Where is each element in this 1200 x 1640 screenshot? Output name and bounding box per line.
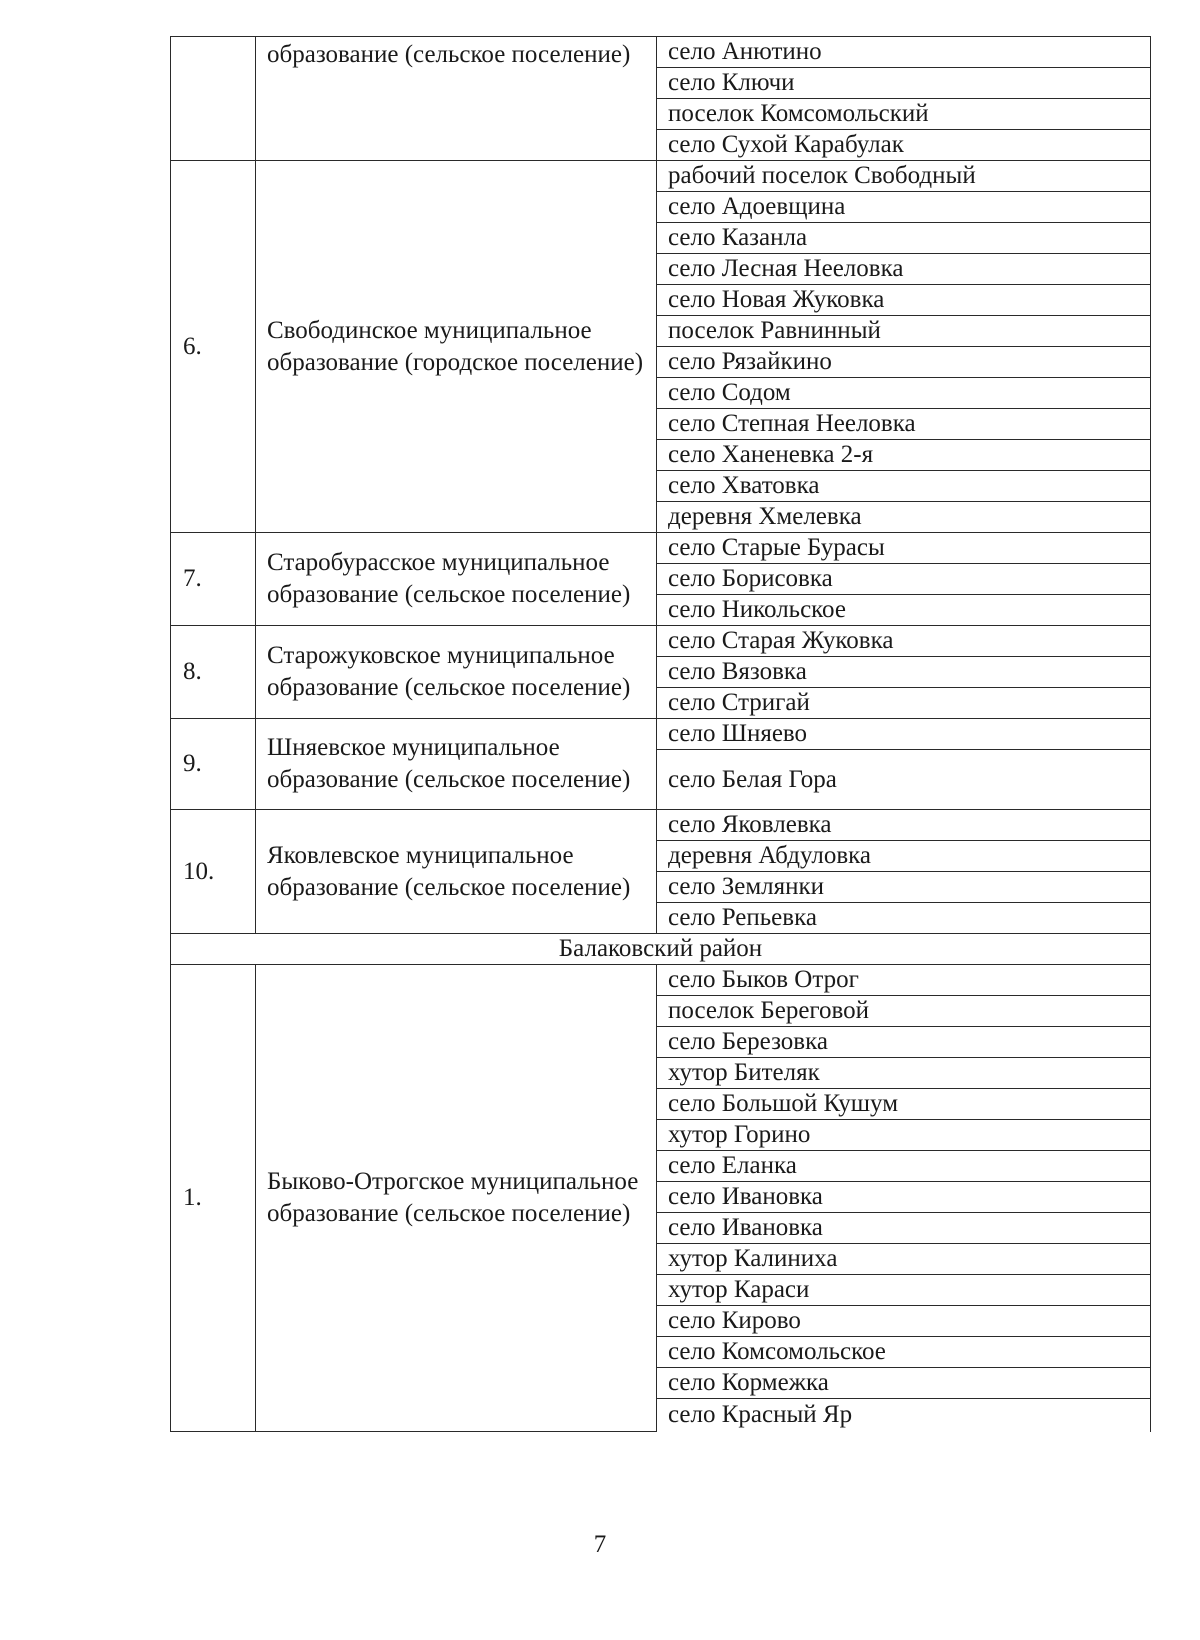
locality-cell: село Старая Жуковка <box>657 626 1151 657</box>
locality-cell: село Степная Нееловка <box>657 409 1151 440</box>
table-row <box>171 965 1151 996</box>
locality-cell: село Адоевщина <box>657 192 1151 223</box>
locality-cell: село Березовка <box>657 1027 1151 1058</box>
locality-cell: село Ханеневка 2-я <box>657 440 1151 471</box>
locality-cell: село Казанла <box>657 223 1151 254</box>
locality-cell: село Комсомольское <box>657 1337 1151 1368</box>
page-number: 7 <box>593 1531 607 1558</box>
locality-cell: село Кирово <box>657 1306 1151 1337</box>
row-number: 10. <box>171 810 256 934</box>
locality-cell: поселок Береговой <box>657 996 1151 1027</box>
table-row <box>171 37 1151 68</box>
row-number: 6. <box>171 161 256 533</box>
locality-cell: село Яковлевка <box>657 810 1151 841</box>
locality-cell: село Сухой Карабулак <box>657 130 1151 161</box>
locality-cell: село Хватовка <box>657 471 1151 502</box>
locality-cell: село Еланка <box>657 1151 1151 1182</box>
municipality-name: Шняевское муниципальное образование (сельское поселение) <box>256 719 657 810</box>
locality-cell: хутор Калиниха <box>657 1244 1151 1275</box>
locality-cell: село Ключи <box>657 68 1151 99</box>
municipality-name: Старобурасское муниципальное образование (сельское поселение) <box>256 533 657 626</box>
locality-cell: село Землянки <box>657 872 1151 903</box>
locality-cell: село Репьевка <box>657 903 1151 934</box>
locality-cell: село Старые Бурасы <box>657 533 1151 564</box>
locality-cell: село Борисовка <box>657 564 1151 595</box>
locality-cell: село Стригай <box>657 688 1151 719</box>
municipalities-table <box>170 36 1151 1432</box>
district-header: Балаковский район <box>171 934 1151 965</box>
locality-cell: село Быков Отрог <box>657 965 1151 996</box>
locality-cell: хутор Бителяк <box>657 1058 1151 1089</box>
locality-cell: рабочий поселок Свободный <box>657 161 1151 192</box>
row-number <box>171 37 256 161</box>
district-row <box>171 934 1151 965</box>
locality-cell: село Белая Гора <box>657 750 1151 810</box>
locality-cell: село Лесная Нееловка <box>657 254 1151 285</box>
municipality-name: Яковлевское муниципальное образование (сельское поселение) <box>256 810 657 934</box>
locality-cell: село Ивановка <box>657 1213 1151 1244</box>
row-number: 8. <box>171 626 256 719</box>
locality-cell: село Кормежка <box>657 1368 1151 1399</box>
table-row <box>171 626 1151 657</box>
locality-cell: поселок Комсомольский <box>657 99 1151 130</box>
table-row <box>171 161 1151 192</box>
locality-cell: село Рязайкино <box>657 347 1151 378</box>
municipality-name: Свободинское муниципальное образование (городское поселение) <box>256 161 657 533</box>
row-number: 7. <box>171 533 256 626</box>
locality-cell: село Красный Яр <box>657 1399 1151 1432</box>
locality-cell: село Содом <box>657 378 1151 409</box>
table-body <box>171 37 1151 1432</box>
locality-cell: село Большой Кушум <box>657 1089 1151 1120</box>
municipality-name: образование (сельское поселение) <box>256 37 657 161</box>
locality-cell: село Никольское <box>657 595 1151 626</box>
row-number: 9. <box>171 719 256 810</box>
locality-cell: село Новая Жуковка <box>657 285 1151 316</box>
locality-cell: деревня Хмелевка <box>657 502 1151 533</box>
municipality-name: Старожуковское муниципальное образование (сельское поселение) <box>256 626 657 719</box>
locality-cell: хутор Горино <box>657 1120 1151 1151</box>
locality-cell: деревня Абдуловка <box>657 841 1151 872</box>
locality-cell: село Шняево <box>657 719 1151 750</box>
table-row <box>171 719 1151 750</box>
locality-cell: село Анютино <box>657 37 1151 68</box>
table-row <box>171 533 1151 564</box>
municipality-name: Быково-Отрогское муниципальное образование (сельское поселение) <box>256 965 657 1432</box>
table-row <box>171 810 1151 841</box>
row-number: 1. <box>171 965 256 1432</box>
locality-cell: село Ивановка <box>657 1182 1151 1213</box>
locality-cell: село Вязовка <box>657 657 1151 688</box>
locality-cell: поселок Равнинный <box>657 316 1151 347</box>
locality-cell: хутор Караси <box>657 1275 1151 1306</box>
